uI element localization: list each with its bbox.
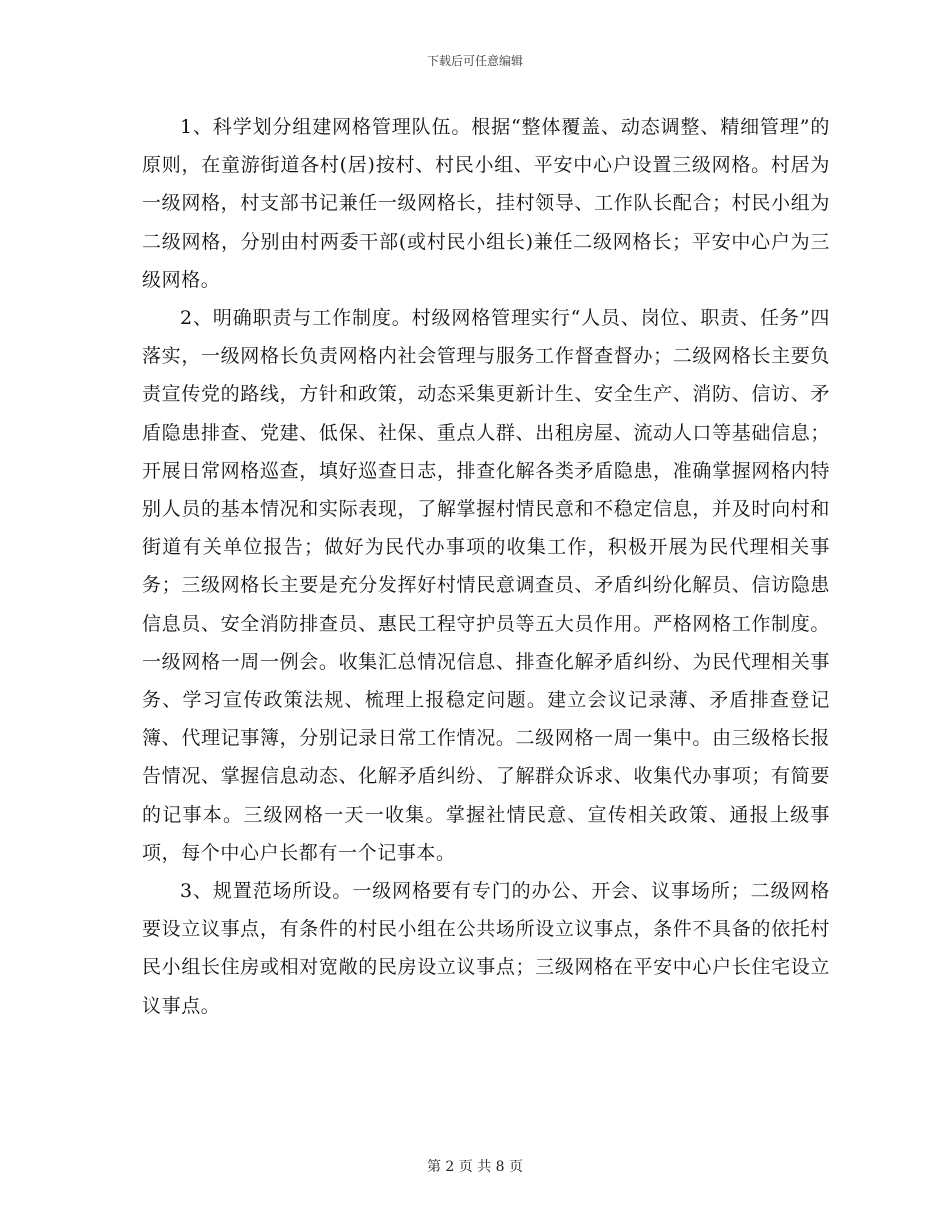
document-body xyxy=(142,108,830,1025)
paragraph-3: 3、规置范场所设。一级网格要有专门的办公、开会、议事场所；二级网格要设立议事点，有条件的村民小组在公共场所设立议事点，条件不具备的依托村民小组长住房或相对宽敞的民房设立议事点；三级网格在平安中心户长住宅设立议事点。 xyxy=(142,880,830,1017)
page-number: 第 2 页 共 8 页 xyxy=(426,1159,524,1175)
paragraph-1: 1、科学划分组建网格管理队伍。根据“整体覆盖、动态调整、精细管理”的原则，在童游街道各村(居)按村、村民小组、平安中心户设置三级网格。村居为一级网格，村支部书记兼任一级网格长，挂村领导、工作队长配合；村民小组为二级网格，分别由村两委干部(或村民小组长)兼任二级网格长；平安中心户为三级网格。 xyxy=(142,116,830,291)
page-header: 下载后可任意编辑 xyxy=(426,54,523,68)
paragraph-2: 2、明确职责与工作制度。村级网格管理实行“人员、岗位、职责、任务”四落实，一级网格长负责网格内社会管理与服务工作督查督办；二级网格长主要负责宣传党的路线，方针和政策，动态采集更新计生、安全生产、消防、信访、矛盾隐患排查、党建、低保、社保、重点人群、出租房屋、流动人口等基础信息；开展日常网格巡查，填好巡查日志，排查化解各类矛盾隐患，准确掌握网格内特别人员的基本情况和实际表现，了解掌握村情民意和不稳定信息，并及时向村和街道有关单位报告；做好为民代办事项的收集工作，积极开展为民代理相关事务；三级网格长主要是充分发挥好村情民意调查员、矛盾纠纷化解员、信访隐患信息员、安全消防排查员、惠民工程守护员等五大员作用。严格网格工作制度。一级网格一周一例会。收集汇总情况信息、排查化解矛盾纠纷、为民代理相关事务、学习宣传政策法规、梳理上报稳定问题。建立会议记录薄、矛盾排查登记簿、代理记事簿，分别记录日常工作情况。二级网格一周一集中。由三级格长报告情况、掌握信息动态、化解矛盾纠纷、了解群众诉求、收集代办事项；有简要的记事本。三级网格一天一收集。掌握社情民意、宣传相关政策、通报上级事项，每个中心户长都有一个记事本。 xyxy=(142,307,830,864)
